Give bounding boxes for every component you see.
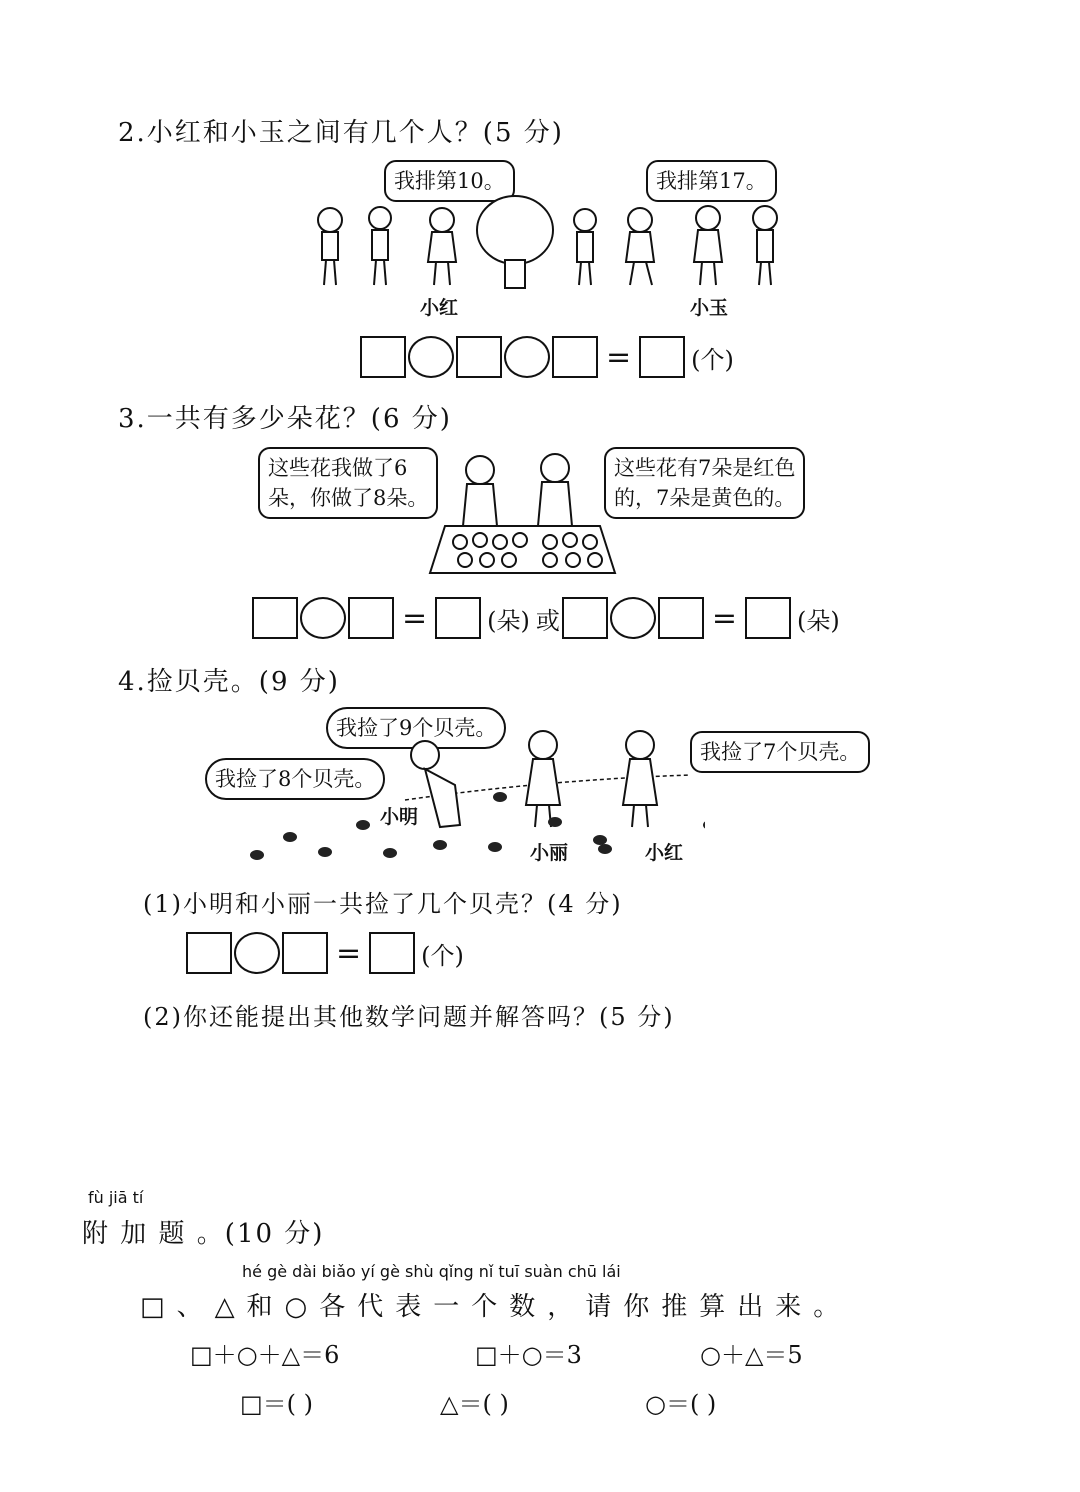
- q4-illustration-beach: [245, 715, 705, 865]
- xiaohong-body: [428, 232, 456, 262]
- xiaoli-body: [526, 759, 560, 805]
- operator-circle[interactable]: [234, 932, 280, 974]
- bonus-formula-1: □＋○＋△＝6: [190, 1341, 340, 1369]
- q3-bubble-right-line2: 的，7朵是黄色的。: [614, 486, 796, 510]
- answer-box[interactable]: [282, 932, 328, 974]
- answer-box[interactable]: [562, 597, 608, 639]
- q3-answer-row: [252, 597, 840, 639]
- q4-title: 4.捡贝壳。(9 分): [118, 667, 340, 697]
- q3-bubble-left-line2: 朵，你做了8朵。: [268, 486, 429, 510]
- q3-title: 3.一共有多少朵花？(6 分): [118, 404, 452, 434]
- operator-circle[interactable]: [610, 597, 656, 639]
- q2-name-xiaoyu: 小玉: [690, 297, 729, 319]
- bonus-title-pinyin: fù jiā tí: [88, 1188, 144, 1207]
- unit-label: (朵): [797, 606, 840, 635]
- q2-bubble-right: 我排第17。: [646, 160, 777, 202]
- bonus-formula-3: ○＋△＝5: [700, 1341, 803, 1369]
- q4-name-xiaoli: 小丽: [530, 842, 569, 864]
- q2-title: 2.小红和小玉之间有几个人？(5 分): [118, 118, 564, 148]
- answer-box[interactable]: [552, 336, 598, 378]
- q4-bubble-xiaoli: 我捡了9个贝壳。: [326, 707, 506, 749]
- answer-box[interactable]: [186, 932, 232, 974]
- tree-trunk: [505, 260, 525, 288]
- kid-1-body: [322, 232, 338, 260]
- kid-2-head: [369, 207, 391, 229]
- q2-illustration-children-queue: [300, 190, 800, 300]
- xiaoli-head: [529, 731, 557, 759]
- xiaoming-body: [425, 769, 460, 827]
- bonus-instruction: □、△和○各代表一个数，请你推算出来。: [140, 1292, 852, 1322]
- q3-bubble-left: [258, 447, 438, 519]
- xiaohong-head: [430, 208, 454, 232]
- bonus-answer-square[interactable]: □＝( ): [240, 1390, 314, 1418]
- xiaoyu-head: [696, 206, 720, 230]
- q4-name-xiaohong: 小红: [645, 842, 684, 864]
- answer-box[interactable]: [360, 336, 406, 378]
- q4-sub2: (2)你还能提出其他数学问题并解答吗？(5 分): [143, 1003, 675, 1031]
- q4-answer-row: [186, 932, 464, 974]
- answer-box[interactable]: [658, 597, 704, 639]
- kid-1-head: [318, 208, 342, 232]
- unit-label: (个): [691, 345, 734, 374]
- result-box[interactable]: [745, 597, 791, 639]
- xiaohong-head: [626, 731, 654, 759]
- q4-bubble-xiaohong: 我捡了7个贝壳。: [690, 731, 870, 773]
- q2-name-xiaohong: 小红: [420, 297, 459, 319]
- q3-bubble-right-line1: 这些花有7朵是红色: [614, 456, 796, 480]
- xiaoming-head: [411, 741, 439, 769]
- equals-sign: =: [336, 935, 362, 971]
- q2-bubble-left: 我排第10。: [384, 160, 515, 202]
- equals-sign: =: [402, 600, 428, 636]
- tree-crown: [477, 196, 553, 264]
- q3-bubble-left-line1: 这些花我做了6: [268, 456, 408, 480]
- bonus-answer-circle[interactable]: ○＝( ): [645, 1390, 717, 1418]
- unit-label: (朵): [487, 606, 530, 635]
- q4-bubble-xiaoming: 我捡了8个贝壳。: [205, 758, 385, 800]
- result-box[interactable]: [639, 336, 685, 378]
- unit-label: (个): [421, 941, 464, 970]
- q3-illustration-flowers-table: [425, 448, 625, 578]
- operator-circle[interactable]: [300, 597, 346, 639]
- equals-sign: =: [606, 339, 632, 375]
- result-box[interactable]: [435, 597, 481, 639]
- xiaoyu-body: [694, 230, 722, 262]
- answer-box[interactable]: [252, 597, 298, 639]
- bonus-answer-triangle[interactable]: △＝( ): [440, 1390, 509, 1418]
- q3-bubble-right: [604, 447, 805, 519]
- operator-circle[interactable]: [408, 336, 454, 378]
- q2-answer-row: [360, 336, 734, 378]
- answer-box[interactable]: [348, 597, 394, 639]
- equals-sign: =: [711, 600, 738, 636]
- or-label: 或: [535, 606, 560, 635]
- bonus-title: 附 加 题 。(10 分): [82, 1219, 325, 1249]
- bonus-formula-2: □＋○＝3: [475, 1341, 582, 1369]
- q4-name-xiaoming: 小明: [380, 806, 419, 828]
- operator-circle[interactable]: [504, 336, 550, 378]
- q4-sub1: (1)小明和小丽一共捡了几个贝壳？(4 分): [143, 890, 623, 918]
- answer-box[interactable]: [456, 336, 502, 378]
- result-box[interactable]: [369, 932, 415, 974]
- kid-2-body: [372, 230, 388, 260]
- xiaohong-body: [623, 759, 657, 805]
- bonus-line-pinyin: hé gè dài biǎo yí gè shù qǐng nǐ tuī suàn chū lái: [242, 1262, 621, 1281]
